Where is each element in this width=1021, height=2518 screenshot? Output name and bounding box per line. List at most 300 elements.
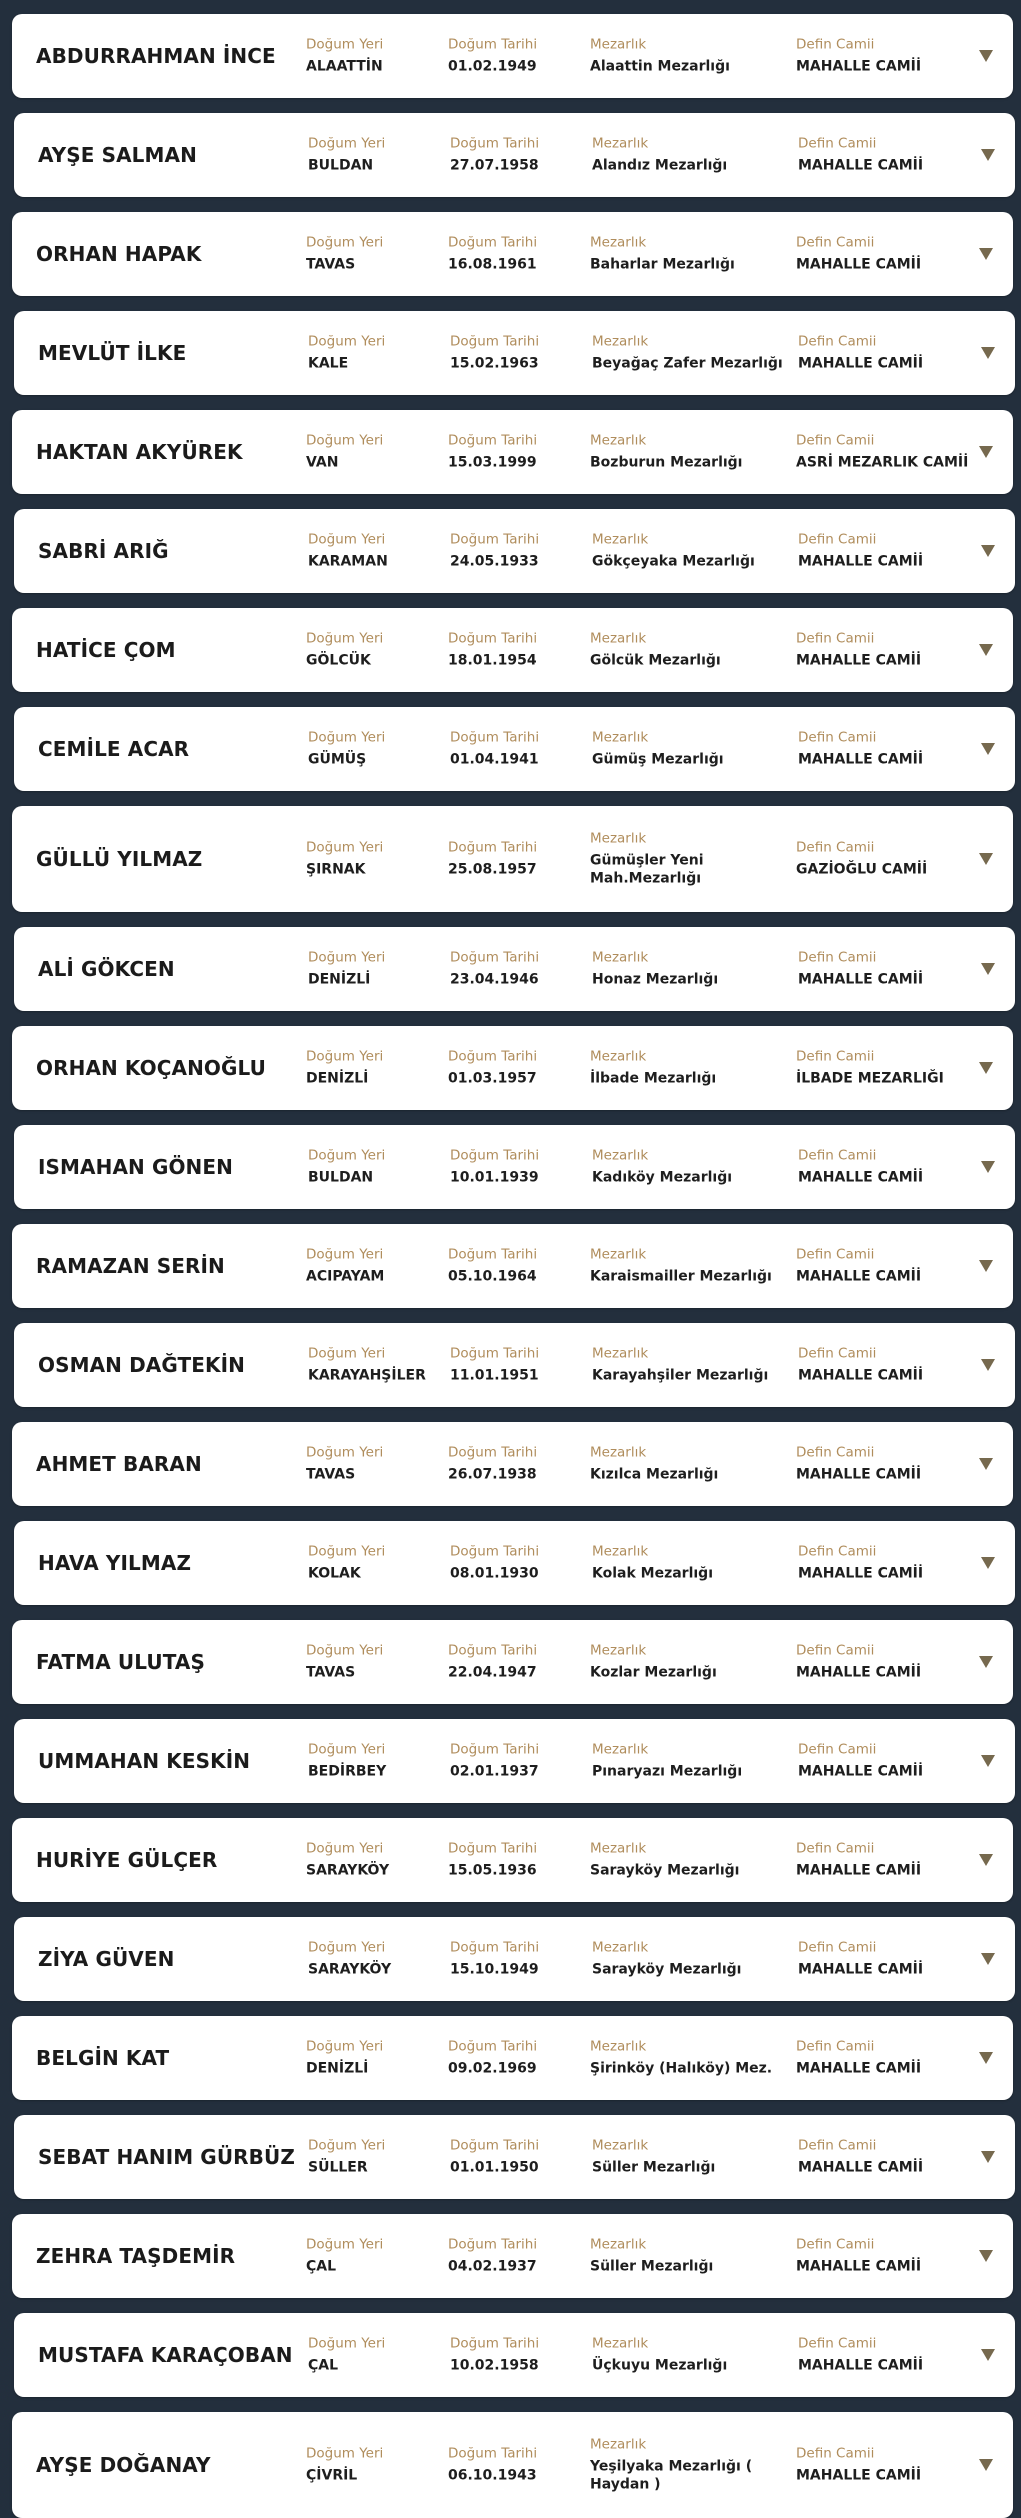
mosque-label: Defin Camii: [796, 839, 875, 856]
mosque-field: [796, 840, 927, 879]
mosque-field: [798, 950, 923, 989]
birthdate-label: Doğum Tarihi: [450, 531, 540, 548]
cemetery-field: [590, 1049, 790, 1088]
mosque-label: Defin Camii: [798, 531, 877, 548]
chevron-down-icon[interactable]: [981, 149, 995, 161]
mosque-label: Defin Camii: [798, 2335, 877, 2352]
birthdate-label: Doğum Tarihi: [448, 839, 538, 856]
birthdate-field: [450, 1346, 539, 1385]
birthdate-field: [448, 433, 537, 472]
birthplace-field: [308, 532, 388, 571]
cemetery-value: Alandız Mezarlığı: [592, 157, 728, 174]
chevron-down-icon[interactable]: [981, 347, 995, 359]
birthplace-field: [306, 1643, 383, 1682]
mosque-field: [798, 1940, 923, 1979]
record-card[interactable]: [14, 113, 1015, 197]
birthdate-label: Doğum Tarihi: [448, 234, 538, 251]
record-card[interactable]: [12, 2016, 1013, 2100]
birthplace-label: Doğum Yeri: [306, 1048, 384, 1065]
birthplace-label: Doğum Yeri: [306, 1246, 384, 1263]
cemetery-field: [590, 2039, 790, 2078]
mosque-label: Defin Camii: [798, 729, 877, 746]
mosque-value: MAHALLE CAMİİ: [796, 1862, 922, 1879]
birthplace-label: Doğum Yeri: [306, 1444, 384, 1461]
birthplace-field: [308, 2336, 385, 2375]
cemetery-field: [590, 1643, 790, 1682]
birthdate-value: 22.04.1947: [448, 1664, 537, 1681]
mosque-field: [796, 2446, 921, 2485]
birthdate-field: [450, 1148, 539, 1187]
chevron-down-icon[interactable]: [979, 1458, 993, 1470]
record-card[interactable]: [12, 1026, 1013, 1110]
birthdate-value: 10.01.1939: [450, 1169, 539, 1186]
cemetery-field: [592, 1346, 792, 1385]
deceased-name: SABRİ ARIĞ: [38, 539, 169, 563]
mosque-label: Defin Camii: [796, 432, 875, 449]
birthplace-field: [306, 1247, 384, 1286]
chevron-down-icon[interactable]: [979, 2052, 993, 2064]
cemetery-value: Sarayköy Mezarlığı: [590, 1862, 740, 1879]
birthplace-label: Doğum Yeri: [308, 1147, 386, 1164]
record-card[interactable]: [12, 1818, 1013, 1902]
cemetery-field: [592, 1148, 792, 1187]
deceased-name: HURİYE GÜLÇER: [36, 1848, 218, 1872]
deceased-name: AYŞE DOĞANAY: [36, 2453, 211, 2477]
birthplace-field: [308, 730, 385, 769]
cemetery-value: Gümüş Mezarlığı: [592, 751, 724, 768]
cemetery-field: [590, 631, 790, 670]
birthplace-label: Doğum Yeri: [308, 2335, 386, 2352]
deceased-name: ALİ GÖKCEN: [38, 957, 175, 981]
birthplace-value: KARAYAHŞİLER: [308, 1367, 426, 1384]
birthplace-field: [306, 1049, 383, 1088]
cemetery-label: Mezarlık: [590, 1246, 647, 1263]
record-card[interactable]: [14, 1323, 1015, 1407]
chevron-down-icon[interactable]: [979, 2250, 993, 2262]
birthdate-field: [450, 2336, 539, 2375]
cemetery-field: [590, 2237, 790, 2276]
birthdate-label: Doğum Tarihi: [448, 1246, 538, 1263]
record-card[interactable]: [12, 1224, 1013, 1308]
cemetery-value: Süller Mezarlığı: [592, 2159, 716, 2176]
mosque-value: MAHALLE CAMİİ: [798, 553, 924, 570]
chevron-down-icon[interactable]: [981, 743, 995, 755]
cemetery-value: Kadıköy Mezarlığı: [592, 1169, 733, 1186]
birthdate-value: 25.08.1957: [448, 861, 537, 878]
mosque-field: [796, 235, 921, 274]
birthdate-field: [448, 1445, 537, 1484]
record-card[interactable]: [14, 927, 1015, 1011]
birthdate-value: 09.02.1969: [448, 2060, 537, 2077]
mosque-field: [798, 1148, 923, 1187]
cemetery-field: [592, 1544, 792, 1583]
cemetery-label: Mezarlık: [590, 1048, 647, 1065]
cemetery-value: Alaattin Mezarlığı: [590, 58, 730, 75]
birthdate-value: 23.04.1946: [450, 971, 539, 988]
cemetery-value: Honaz Mezarlığı: [592, 971, 719, 988]
mosque-label: Defin Camii: [796, 1840, 875, 1857]
mosque-label: Defin Camii: [796, 2445, 875, 2462]
cemetery-value: Gümüşler Yeni Mah.Mezarlığı: [590, 852, 704, 887]
birthplace-label: Doğum Yeri: [308, 949, 386, 966]
birthdate-field: [450, 334, 539, 373]
cemetery-value: Bozburun Mezarlığı: [590, 454, 743, 471]
mosque-value: MAHALLE CAMİİ: [798, 1367, 924, 1384]
chevron-down-icon[interactable]: [979, 1656, 993, 1668]
deceased-name: GÜLLÜ YILMAZ: [36, 847, 203, 871]
mosque-value: İLBADE MEZARLIĞI: [796, 1070, 944, 1087]
birthplace-label: Doğum Yeri: [308, 1543, 386, 1560]
mosque-label: Defin Camii: [796, 36, 875, 53]
birthdate-field: [448, 1049, 537, 1088]
cemetery-label: Mezarlık: [592, 949, 649, 966]
birthdate-field: [450, 136, 539, 175]
record-card[interactable]: [12, 806, 1013, 912]
cemetery-field: [590, 2437, 790, 2494]
cemetery-label: Mezarlık: [592, 1939, 649, 1956]
birthdate-label: Doğum Tarihi: [448, 1840, 538, 1857]
deceased-name: CEMİLE ACAR: [38, 737, 190, 761]
chevron-down-icon[interactable]: [979, 2459, 993, 2471]
birthplace-label: Doğum Yeri: [306, 1840, 384, 1857]
birthdate-value: 02.01.1937: [450, 1763, 539, 1780]
birthdate-value: 18.01.1954: [448, 652, 537, 669]
birthplace-label: Doğum Yeri: [306, 36, 384, 53]
mosque-label: Defin Camii: [798, 1345, 877, 1362]
birthplace-value: GÖLCÜK: [306, 652, 371, 669]
mosque-field: [798, 136, 923, 175]
record-card[interactable]: [12, 1620, 1013, 1704]
mosque-label: Defin Camii: [798, 1543, 877, 1560]
birthdate-field: [450, 730, 539, 769]
birthplace-field: [308, 950, 385, 989]
mosque-field: [798, 1544, 923, 1583]
birthplace-value: TAVAS: [306, 1664, 356, 1681]
cemetery-label: Mezarlık: [592, 531, 649, 548]
cemetery-label: Mezarlık: [590, 630, 647, 647]
mosque-value: MAHALLE CAMİİ: [796, 1466, 922, 1483]
birthplace-value: DENİZLİ: [308, 971, 371, 988]
birthdate-value: 01.01.1950: [450, 2159, 539, 2176]
mosque-value: GAZİOĞLU CAMİİ: [796, 861, 928, 878]
cemetery-field: [590, 37, 790, 76]
deceased-name: FATMA ULUTAŞ: [36, 1650, 205, 1674]
cemetery-value: Süller Mezarlığı: [590, 2258, 714, 2275]
mosque-value: MAHALLE CAMİİ: [798, 157, 924, 174]
birthdate-value: 15.05.1936: [448, 1862, 537, 1879]
birthdate-label: Doğum Tarihi: [448, 2038, 538, 2055]
cemetery-field: [592, 2138, 792, 2177]
mosque-value: MAHALLE CAMİİ: [798, 2159, 924, 2176]
birthdate-label: Doğum Tarihi: [448, 2445, 538, 2462]
birthplace-label: Doğum Yeri: [308, 2137, 386, 2154]
birthplace-field: [306, 840, 383, 879]
cemetery-value: Kozlar Mezarlığı: [590, 1664, 717, 1681]
mosque-value: ASRİ MEZARLIK CAMİİ: [796, 454, 969, 471]
cemetery-value: Karaismailler Mezarlığı: [590, 1268, 772, 1285]
cemetery-field: [590, 1247, 790, 1286]
birthplace-value: KOLAK: [308, 1565, 361, 1582]
record-card[interactable]: [12, 2412, 1013, 2518]
cemetery-value: Baharlar Mezarlığı: [590, 256, 735, 273]
record-card[interactable]: [14, 1125, 1015, 1209]
record-card[interactable]: [14, 707, 1015, 791]
birthdate-field: [448, 2237, 537, 2276]
birthdate-label: Doğum Tarihi: [448, 1642, 538, 1659]
chevron-down-icon[interactable]: [979, 853, 993, 865]
birthplace-field: [308, 334, 385, 373]
mosque-field: [798, 1742, 923, 1781]
birthplace-value: KALE: [308, 355, 349, 372]
mosque-label: Defin Camii: [796, 1444, 875, 1461]
birthplace-field: [306, 631, 383, 670]
chevron-down-icon[interactable]: [981, 2349, 995, 2361]
mosque-field: [796, 37, 921, 76]
deceased-name: OSMAN DAĞTEKİN: [38, 1353, 246, 1377]
cemetery-label: Mezarlık: [590, 36, 647, 53]
cemetery-value: Gölcük Mezarlığı: [590, 652, 721, 669]
mosque-value: MAHALLE CAMİİ: [796, 652, 922, 669]
birthplace-field: [308, 2138, 385, 2177]
birthdate-label: Doğum Tarihi: [448, 432, 538, 449]
birthplace-field: [308, 136, 385, 175]
record-card[interactable]: [12, 212, 1013, 296]
record-card[interactable]: [14, 509, 1015, 593]
birthplace-label: Doğum Yeri: [308, 1939, 386, 1956]
deceased-name: RAMAZAN SERİN: [36, 1254, 225, 1278]
cemetery-label: Mezarlık: [592, 333, 649, 350]
chevron-down-icon[interactable]: [981, 1359, 995, 1371]
birthdate-label: Doğum Tarihi: [450, 1741, 540, 1758]
birthplace-field: [306, 2237, 383, 2276]
birthdate-label: Doğum Tarihi: [448, 1048, 538, 1065]
mosque-label: Defin Camii: [798, 1939, 877, 1956]
birthplace-value: BULDAN: [308, 157, 374, 174]
birthdate-field: [448, 2446, 537, 2485]
mosque-label: Defin Camii: [796, 1246, 875, 1263]
chevron-down-icon[interactable]: [979, 644, 993, 656]
cemetery-field: [592, 532, 792, 571]
birthdate-value: 11.01.1951: [450, 1367, 539, 1384]
chevron-down-icon[interactable]: [981, 963, 995, 975]
chevron-down-icon[interactable]: [979, 1260, 993, 1272]
mosque-value: MAHALLE CAMİİ: [796, 2467, 922, 2484]
mosque-value: MAHALLE CAMİİ: [796, 58, 922, 75]
mosque-field: [796, 1643, 921, 1682]
birthdate-field: [450, 2138, 539, 2177]
chevron-down-icon[interactable]: [981, 545, 995, 557]
mosque-value: MAHALLE CAMİİ: [798, 1961, 924, 1978]
birthplace-value: SARAYKÖY: [306, 1862, 390, 1879]
deceased-name: ABDURRAHMAN İNCE: [36, 44, 276, 68]
birthplace-value: ÇAL: [306, 2258, 337, 2275]
birthplace-value: DENİZLİ: [306, 2060, 369, 2077]
birthplace-value: ÇİVRİL: [306, 2467, 358, 2484]
chevron-down-icon[interactable]: [979, 446, 993, 458]
cemetery-field: [590, 433, 790, 472]
deceased-name: ZİYA GÜVEN: [38, 1947, 175, 1971]
cemetery-value: Sarayköy Mezarlığı: [592, 1961, 742, 1978]
cemetery-value: İlbade Mezarlığı: [590, 1070, 717, 1087]
birthdate-label: Doğum Tarihi: [450, 135, 540, 152]
birthdate-label: Doğum Tarihi: [448, 630, 538, 647]
mosque-field: [798, 1346, 923, 1385]
deceased-name: BELGİN KAT: [36, 2046, 170, 2070]
record-card[interactable]: [12, 14, 1013, 98]
chevron-down-icon[interactable]: [981, 2151, 995, 2163]
mosque-label: Defin Camii: [796, 630, 875, 647]
chevron-down-icon[interactable]: [981, 1755, 995, 1767]
cemetery-label: Mezarlık: [592, 1345, 649, 1362]
deceased-name: ZEHRA TAŞDEMİR: [36, 2244, 236, 2268]
record-card[interactable]: [14, 311, 1015, 395]
cemetery-value: Yeşilyaka Mezarlığı ( Haydan ): [590, 2458, 753, 2493]
record-card[interactable]: [12, 1422, 1013, 1506]
cemetery-label: Mezarlık: [590, 1444, 647, 1461]
mosque-value: MAHALLE CAMİİ: [798, 1763, 924, 1780]
mosque-label: Defin Camii: [798, 949, 877, 966]
mosque-value: MAHALLE CAMİİ: [798, 2357, 924, 2374]
birthdate-label: Doğum Tarihi: [448, 2236, 538, 2253]
mosque-field: [798, 2138, 923, 2177]
birthdate-value: 15.03.1999: [448, 454, 537, 471]
deceased-name: MUSTAFA KARAÇOBAN: [38, 2343, 293, 2367]
birthdate-field: [450, 1742, 539, 1781]
deceased-name: MEVLÜT İLKE: [38, 341, 187, 365]
mosque-field: [796, 1247, 921, 1286]
birthplace-field: [308, 1346, 426, 1385]
chevron-down-icon[interactable]: [979, 1854, 993, 1866]
chevron-down-icon[interactable]: [981, 1557, 995, 1569]
birthdate-label: Doğum Tarihi: [450, 1345, 540, 1362]
cemetery-value: Üçkuyu Mezarlığı: [592, 2357, 728, 2374]
mosque-label: Defin Camii: [798, 333, 877, 350]
birthdate-value: 08.01.1930: [450, 1565, 539, 1582]
birthplace-label: Doğum Yeri: [308, 135, 386, 152]
birthdate-value: 04.02.1937: [448, 2258, 537, 2275]
cemetery-field: [592, 1940, 792, 1979]
cemetery-field: [590, 1445, 790, 1484]
record-card[interactable]: [12, 410, 1013, 494]
deceased-name: AYŞE SALMAN: [38, 143, 197, 167]
cemetery-label: Mezarlık: [590, 830, 647, 847]
cemetery-label: Mezarlık: [590, 234, 647, 251]
deceased-name: ORHAN KOÇANOĞLU: [36, 1056, 267, 1080]
mosque-field: [798, 334, 923, 373]
record-card[interactable]: [12, 608, 1013, 692]
birthplace-label: Doğum Yeri: [306, 839, 384, 856]
cemetery-field: [590, 1841, 790, 1880]
birthplace-label: Doğum Yeri: [306, 1642, 384, 1659]
mosque-label: Defin Camii: [798, 2137, 877, 2154]
birthdate-label: Doğum Tarihi: [450, 333, 540, 350]
cemetery-label: Mezarlık: [590, 1642, 647, 1659]
birthdate-field: [448, 1247, 537, 1286]
record-card[interactable]: [14, 1917, 1015, 2001]
mosque-value: MAHALLE CAMİİ: [798, 751, 924, 768]
birthdate-value: 01.02.1949: [448, 58, 537, 75]
birthdate-field: [450, 532, 539, 571]
mosque-field: [796, 433, 968, 472]
birthplace-value: SARAYKÖY: [308, 1961, 392, 1978]
birthplace-value: TAVAS: [306, 1466, 356, 1483]
birthplace-value: BULDAN: [308, 1169, 374, 1186]
birthdate-value: 01.03.1957: [448, 1070, 537, 1087]
chevron-down-icon[interactable]: [979, 50, 993, 62]
birthdate-label: Doğum Tarihi: [448, 1444, 538, 1461]
cemetery-value: Gökçeyaka Mezarlığı: [592, 553, 755, 570]
cemetery-field: [590, 235, 790, 274]
mosque-value: MAHALLE CAMİİ: [796, 1268, 922, 1285]
deceased-name: HATİCE ÇOM: [36, 638, 176, 662]
birthdate-field: [448, 2039, 537, 2078]
birthdate-value: 01.04.1941: [450, 751, 539, 768]
birthdate-label: Doğum Tarihi: [450, 949, 540, 966]
birthplace-value: ALAATTİN: [306, 58, 383, 75]
chevron-down-icon[interactable]: [979, 1062, 993, 1074]
record-card[interactable]: [14, 2313, 1015, 2397]
deceased-name: UMMAHAN KESKİN: [38, 1749, 251, 1773]
birthdate-field: [448, 1643, 537, 1682]
birthdate-label: Doğum Tarihi: [450, 1939, 540, 1956]
cemetery-field: [592, 950, 792, 989]
mosque-label: Defin Camii: [796, 234, 875, 251]
mosque-field: [798, 532, 923, 571]
record-card[interactable]: [14, 1719, 1015, 1803]
birthplace-label: Doğum Yeri: [308, 729, 386, 746]
birthdate-value: 16.08.1961: [448, 256, 537, 273]
birthplace-field: [306, 2446, 383, 2485]
record-card[interactable]: [12, 2214, 1013, 2298]
birthdate-value: 06.10.1943: [448, 2467, 537, 2484]
chevron-down-icon[interactable]: [981, 1161, 995, 1173]
cemetery-label: Mezarlık: [592, 135, 649, 152]
record-card[interactable]: [14, 2115, 1015, 2199]
record-card[interactable]: [14, 1521, 1015, 1605]
cemetery-label: Mezarlık: [590, 432, 647, 449]
birthplace-field: [306, 235, 383, 274]
chevron-down-icon[interactable]: [981, 1953, 995, 1965]
cemetery-label: Mezarlık: [590, 1840, 647, 1857]
mosque-value: MAHALLE CAMİİ: [798, 355, 924, 372]
birthdate-label: Doğum Tarihi: [450, 2137, 540, 2154]
cemetery-label: Mezarlık: [592, 2137, 649, 2154]
mosque-value: MAHALLE CAMİİ: [798, 1169, 924, 1186]
birthplace-value: ÇAL: [308, 2357, 339, 2374]
birthplace-value: DENİZLİ: [306, 1070, 369, 1087]
mosque-label: Defin Camii: [796, 2038, 875, 2055]
birthplace-field: [308, 1148, 385, 1187]
birthplace-field: [306, 1445, 383, 1484]
chevron-down-icon[interactable]: [979, 248, 993, 260]
birthdate-field: [448, 37, 537, 76]
birthplace-label: Doğum Yeri: [308, 333, 386, 350]
birthdate-value: 24.05.1933: [450, 553, 539, 570]
birthplace-field: [306, 2039, 383, 2078]
birthdate-value: 15.02.1963: [450, 355, 539, 372]
birthdate-field: [448, 840, 537, 879]
birthplace-label: Doğum Yeri: [308, 1345, 386, 1362]
cemetery-label: Mezarlık: [590, 2236, 647, 2253]
cemetery-label: Mezarlık: [592, 1543, 649, 1560]
cemetery-value: Şirinköy (Halıköy) Mez.: [590, 2060, 773, 2077]
mosque-field: [798, 730, 923, 769]
birthplace-field: [308, 1544, 385, 1583]
birthdate-field: [448, 1841, 537, 1880]
birthdate-value: 15.10.1949: [450, 1961, 539, 1978]
mosque-value: MAHALLE CAMİİ: [796, 256, 922, 273]
mosque-field: [798, 2336, 923, 2375]
